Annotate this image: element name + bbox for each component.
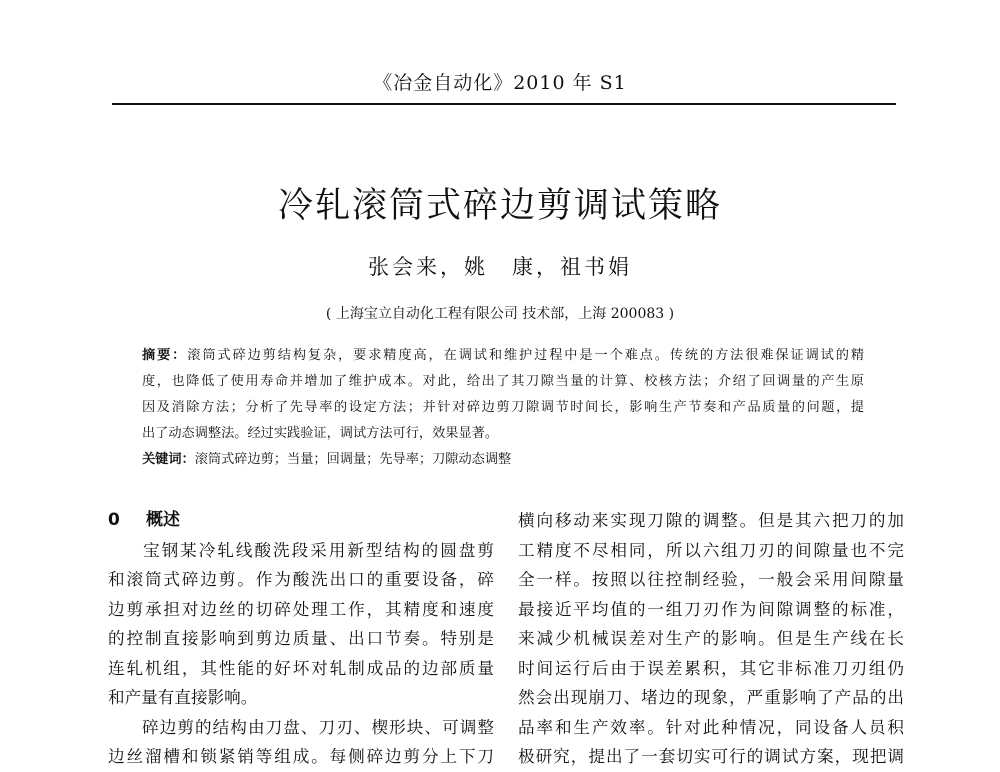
section-heading [108,506,494,536]
keywords [142,447,864,473]
body-line: 时间运行后由于误差累积，其它非标准刀刃组仍 [518,658,904,678]
header-rule [112,103,896,105]
section-title: 概述 [146,510,180,530]
body-line: 横向移动来实现刀隙的调整。但是其六把刀的加 [518,511,904,530]
body-line: 和滚筒式碎边剪。作为酸洗出口的重要设备，碎 [108,570,494,589]
body-line: 工精度不尽相同，所以六组刀刃的间隙量也不完 [518,540,904,560]
keywords-label: 关键词： [142,452,195,467]
abstract-line: 因及消除方法；分析了先导率的设定方法；并针对碎边剪刀隙调节时间长，影响生产节奏和产品质量的问题，提 [142,400,864,415]
authors: 张会来，姚 康，祖书娟 [368,255,632,279]
keywords-text: 滚筒式碎边剪；当量；回调量；先导率；刀隙动态调整 [194,452,512,467]
abstract-line: 度，也降低了使用寿命并增加了维护成本。对此，给出了其刀隙当量的计算、校核方法；介绍了回调量的产生原 [142,374,864,389]
body-line: 然会出现崩刀、堵边的现象，严重影响了产品的出 [518,688,904,707]
body-line: 边丝溜槽和锁紧销等组成。每侧碎边剪分上下刀 [108,747,494,766]
body-line: 品率和生产效率。针对此种情况，同设备人员积 [518,717,904,737]
section-number: 0 [108,510,120,530]
body-line: 连轧机组，其性能的好坏对轧制成品的边部质量 [108,658,494,678]
body-line: 全一样。按照以往控制经验，一般会采用间隙量 [518,570,904,589]
journal-header: 《冶金自动化》2010 年 S1 [373,72,627,94]
affiliation: ( 上海宝立自动化工程有限公司 技术部，上海 200083 ) [325,306,675,322]
left-column [108,506,494,772]
abstract [142,343,864,447]
body-line: 最接近平均值的一组刀刃作为间隙调整的标准， [518,599,904,619]
abstract-line [142,343,864,369]
body-line: 边剪承担对边丝的切碎处理工作，其精度和速度 [108,599,494,619]
body-line: 和产量有直接影响。 [108,688,258,707]
right-column [518,506,904,772]
body-line: 极研究，提出了一套切实可行的调试方案，现把调 [518,747,904,766]
paper-title: 冷轧滚筒式碎边剪调试策略 [277,186,722,226]
body-line: 碎边剪的结构由刀盘、刀刃、楔形块、可调整 [141,717,494,737]
abstract-label: 摘要： [142,348,188,363]
body-line: 来减少机械误差对生产的影响。但是生产线在长 [518,629,904,648]
body-line: 的控制直接影响到剪边质量、出口节奏。特别是 [108,629,494,648]
abstract-line: 出了动态调整法。经过实践验证，调试方法可行，效果显著。 [142,426,499,441]
abstract-text: 滚筒式碎边剪结构复杂，要求精度高，在调试和维护过程中是一个难点。传统的方法很难保证调试的精 [187,348,865,363]
body-line: 宝钢某冷轧线酸洗段采用新型结构的圆盘剪 [141,540,494,560]
